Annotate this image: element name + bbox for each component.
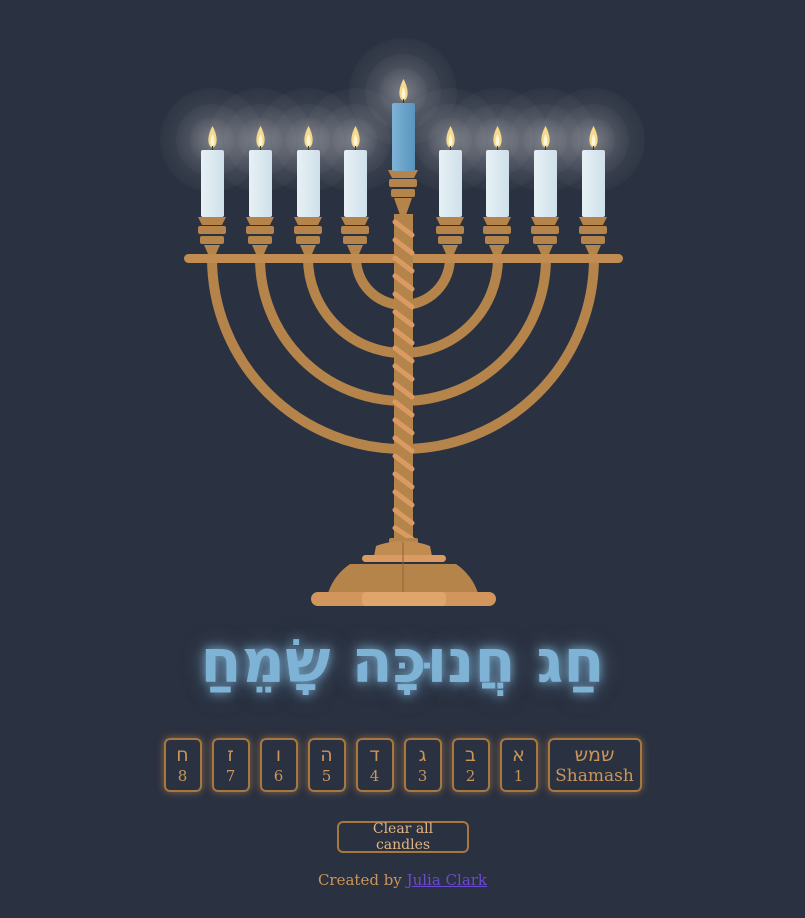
page-title: חַג חֲנוּכָּה שָׂמֵחַ: [200, 627, 605, 697]
candle-button-letter: ב: [465, 744, 476, 766]
credit-prefix: Created by: [317, 871, 402, 889]
clear-candles-button[interactable]: Clear all candles: [337, 821, 469, 853]
candle-button-letter: ו: [275, 744, 282, 766]
candle-4[interactable]: [439, 150, 462, 217]
candle-button-letter: ד: [369, 744, 380, 766]
candle-buttons: [0, 738, 805, 792]
candle-button-number: 6: [273, 767, 284, 785]
candle-shamash[interactable]: [392, 103, 415, 171]
candle-button-5[interactable]: [308, 738, 346, 792]
shamash-button[interactable]: [548, 738, 642, 792]
candle-5[interactable]: [344, 150, 367, 217]
candle-button-letter: ה: [320, 744, 333, 766]
candle-button-number: 7: [225, 767, 236, 785]
candle-button-letter: ג: [418, 744, 427, 766]
candle-button-7[interactable]: [212, 738, 250, 792]
candle-button-number: 3: [417, 767, 428, 785]
candle-button-letter: ח: [176, 744, 189, 766]
candle-button-6[interactable]: [260, 738, 298, 792]
candle-6[interactable]: [297, 150, 320, 217]
candle-button-8[interactable]: [164, 738, 202, 792]
candle-button-number: 2: [465, 767, 476, 785]
shamash-button-letter: שמש: [574, 744, 615, 766]
menorah-base: [311, 538, 496, 606]
candle-button-number: 1: [513, 767, 524, 785]
candle-button-3[interactable]: [404, 738, 442, 792]
candle-7[interactable]: [249, 150, 272, 217]
candle-button-1[interactable]: [500, 738, 538, 792]
author-link[interactable]: Julia Clark: [406, 871, 488, 889]
candle-button-number: 4: [369, 767, 380, 785]
candle-button-number: 5: [321, 767, 332, 785]
shamash-button-label: Shamash: [555, 766, 634, 786]
candle-1[interactable]: [582, 150, 605, 217]
candle-button-number: 8: [177, 767, 188, 785]
candle-3[interactable]: [486, 150, 509, 217]
candle-button-letter: ז: [227, 744, 234, 766]
candle-2[interactable]: [534, 150, 557, 217]
candle-8[interactable]: [201, 150, 224, 217]
menorah-stem: [394, 214, 413, 542]
credit-line: [0, 871, 805, 889]
candle-button-letter: א: [512, 744, 525, 766]
candle-button-2[interactable]: [452, 738, 490, 792]
candle-button-4[interactable]: [356, 738, 394, 792]
